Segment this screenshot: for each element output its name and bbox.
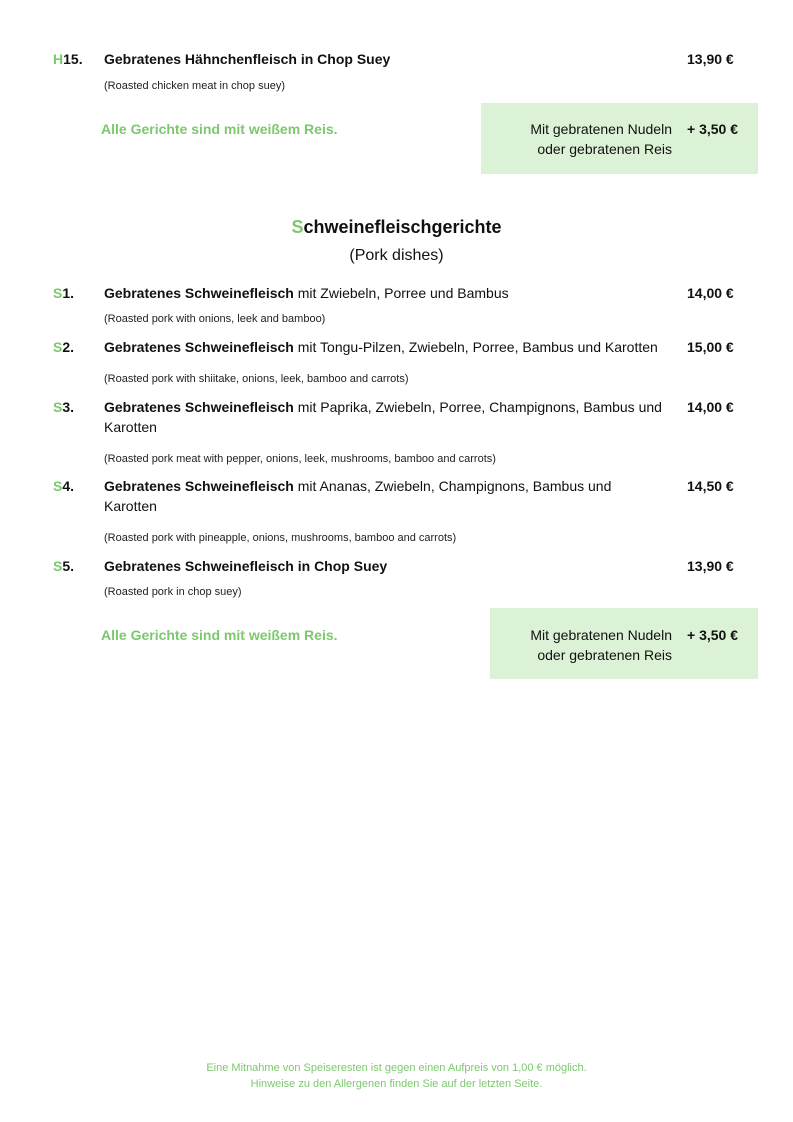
item-title <box>104 397 674 437</box>
extra-line-2: oder gebratenen Reis <box>537 647 672 663</box>
footer-line-1: Eine Mitnahme von Speiseresten ist gegen einen Aufpreis von 1,00 € möglich. <box>206 1062 587 1074</box>
item-title-rest: mit Zwiebeln, Porree und Bambus <box>293 285 509 301</box>
item-number <box>53 558 74 574</box>
item-price: 14,50 € <box>687 478 734 494</box>
item-number <box>53 478 74 494</box>
item-title-rest: mit Paprika, Zwiebeln, Porree, Champignons, Bambus und Karotten <box>104 399 662 435</box>
extra-price: + 3,50 € <box>687 627 738 643</box>
item-number-value: 5. <box>62 558 75 574</box>
item-title <box>104 337 674 357</box>
rice-note: Alle Gerichte sind mit weißem Reis. <box>101 121 338 137</box>
item-number-value: 3. <box>62 399 75 415</box>
item-prefix: S <box>53 285 63 301</box>
item-subtitle: (Roasted chicken meat in chop suey) <box>104 80 285 92</box>
extra-price: + 3,50 € <box>687 121 738 137</box>
item-title <box>104 283 674 303</box>
item-title-bold: Gebratenes Schweinefleisch <box>104 478 294 494</box>
item-number <box>53 399 74 415</box>
section-subtitle: (Pork dishes) <box>349 247 444 264</box>
item-title <box>104 556 674 576</box>
item-subtitle: (Roasted pork with shiitake, onions, leek, bamboo and carrots) <box>104 373 409 385</box>
extra-line-1: Mit gebratenen Nudeln <box>530 121 672 137</box>
item-prefix: S <box>53 558 63 574</box>
item-title-rest: mit Ananas, Zwiebeln, Champignons, Bambus und Karotten <box>104 478 612 514</box>
item-number-value: 4. <box>62 478 75 494</box>
extra-option-text <box>530 119 672 159</box>
item-number <box>53 285 74 301</box>
item-prefix: S <box>53 399 63 415</box>
item-prefix: S <box>53 478 63 494</box>
item-subtitle: (Roasted pork in chop suey) <box>104 586 242 598</box>
item-title <box>104 476 644 516</box>
item-price: 15,00 € <box>687 339 734 355</box>
item-prefix: S <box>53 339 63 355</box>
item-subtitle: (Roasted pork meat with pepper, onions, leek, mushrooms, bamboo and carrots) <box>104 453 496 465</box>
item-number-value: 15. <box>63 51 83 67</box>
item-price: 13,90 € <box>687 558 734 574</box>
item-price: 14,00 € <box>687 399 734 415</box>
item-title <box>104 49 674 69</box>
item-title-bold: Gebratenes Schweinefleisch in Chop Suey <box>104 558 388 574</box>
item-price: 14,00 € <box>687 285 734 301</box>
extra-line-2: oder gebratenen Reis <box>537 141 672 157</box>
item-title-rest: mit Tongu-Pilzen, Zwiebeln, Porree, Bambus und Karotten <box>293 339 658 355</box>
extra-line-1: Mit gebratenen Nudeln <box>530 627 672 643</box>
item-subtitle: (Roasted pork with pineapple, onions, mushrooms, bamboo and carrots) <box>104 532 457 544</box>
item-title-bold: Gebratenes Schweinefleisch <box>104 285 294 301</box>
section-title-initial: S <box>291 217 304 237</box>
item-number <box>53 339 74 355</box>
item-prefix: H <box>53 51 64 67</box>
item-number-value: 2. <box>62 339 75 355</box>
item-number <box>53 51 83 67</box>
item-title-bold: Gebratenes Schweinefleisch <box>104 399 294 415</box>
item-price: 13,90 € <box>687 51 734 67</box>
item-number-value: 1. <box>62 285 75 301</box>
footer-note <box>0 1060 793 1092</box>
item-title-bold: Gebratenes Hähnchenfleisch in Chop Suey <box>104 51 391 67</box>
footer-line-2: Hinweise zu den Allergenen finden Sie auf der letzten Seite. <box>250 1078 543 1090</box>
rice-note: Alle Gerichte sind mit weißem Reis. <box>101 627 338 643</box>
section-title <box>0 217 793 238</box>
item-title-bold: Gebratenes Schweinefleisch <box>104 339 294 355</box>
section-title-rest: chweinefleischgerichte <box>303 217 502 237</box>
item-subtitle: (Roasted pork with onions, leek and bamboo) <box>104 313 326 325</box>
extra-option-text <box>530 625 672 665</box>
